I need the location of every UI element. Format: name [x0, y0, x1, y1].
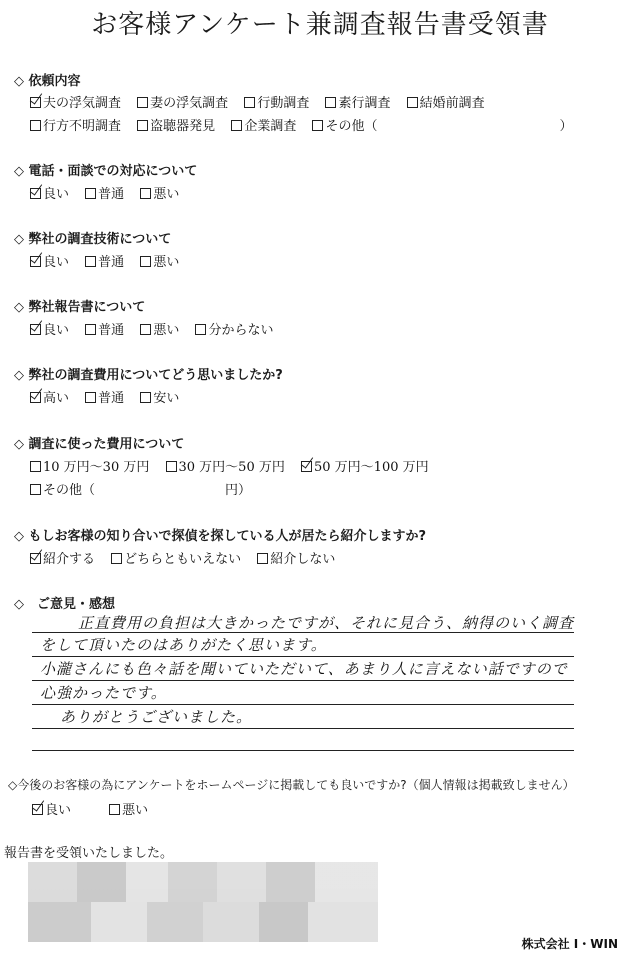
option-wife-affair[interactable]: 妻の浮気調査: [137, 92, 228, 111]
option-bad[interactable]: 悪い: [140, 251, 179, 270]
option-10-30[interactable]: 10 万円～30 万円: [30, 456, 149, 475]
question-opinion: ◇ ご意見・感想: [14, 597, 115, 612]
option-corporate[interactable]: 企業調査: [231, 115, 296, 134]
question-request-type: ◇ 依頼内容: [14, 74, 81, 89]
checkbox-icon[interactable]: [195, 324, 206, 335]
option-normal[interactable]: 普通: [85, 251, 124, 270]
question-cost-amount: ◇ 調査に使った費用について: [14, 437, 185, 452]
handwritten-line-4: 心強かったです。: [40, 684, 167, 702]
checkbox-icon[interactable]: [30, 461, 41, 472]
checkbox-icon[interactable]: [231, 120, 242, 131]
options-row-referral: [30, 548, 347, 567]
option-missing-person[interactable]: 行方不明調査: [30, 115, 121, 134]
checkbox-icon[interactable]: [30, 324, 41, 335]
question-referral: ◇ もしお客様の知り合いで探偵を探している人が居たら紹介しますか?: [14, 529, 427, 544]
handwritten-line-5: ありがとうございました。: [60, 708, 253, 726]
checkbox-icon[interactable]: [301, 461, 312, 472]
question-phone-response: ◇ 電話・面談での対応について: [14, 164, 198, 179]
option-other[interactable]: その他（ ）: [312, 115, 572, 134]
checkbox-icon[interactable]: [244, 97, 255, 108]
option-30-50[interactable]: 30 万円～50 万円: [166, 456, 285, 475]
option-publish-no[interactable]: 悪い: [109, 799, 148, 818]
form-title: お客様アンケート兼調査報告書受領書: [91, 10, 549, 40]
options-row-request-2: [30, 115, 584, 134]
option-unknown[interactable]: 分からない: [195, 319, 273, 338]
options-row-cost-opinion: [30, 387, 191, 406]
option-conduct[interactable]: 素行調査: [325, 92, 390, 111]
option-good[interactable]: 良い: [30, 319, 69, 338]
checkbox-icon[interactable]: [407, 97, 418, 108]
checkbox-icon[interactable]: [30, 553, 41, 564]
checkbox-icon[interactable]: [32, 804, 43, 815]
checkbox-icon[interactable]: [140, 392, 151, 403]
option-not-refer[interactable]: 紹介しない: [257, 548, 335, 567]
option-bug-detection[interactable]: 盗聴器発見: [137, 115, 215, 134]
writing-rule: [32, 656, 574, 657]
checkbox-icon[interactable]: [85, 188, 96, 199]
options-row-phone: [30, 183, 191, 202]
options-row-request-1: [30, 92, 497, 111]
question-cost-opinion: ◇ 弊社の調査費用についてどう思いましたか?: [14, 368, 283, 383]
option-husband-affair[interactable]: 夫の浮気調査: [30, 92, 121, 111]
option-cost-other[interactable]: その他（ 円）: [30, 479, 251, 498]
option-premarital[interactable]: 結婚前調査: [407, 92, 485, 111]
option-behavior[interactable]: 行動調査: [244, 92, 309, 111]
company-name: 株式会社 I・WIN: [521, 937, 618, 951]
options-row-cost-amount-1: [30, 456, 441, 475]
checkbox-icon[interactable]: [30, 120, 41, 131]
checkbox-icon[interactable]: [166, 461, 177, 472]
checkbox-icon[interactable]: [140, 324, 151, 335]
option-normal[interactable]: 普通: [85, 387, 124, 406]
options-row-technique: [30, 251, 191, 270]
option-good[interactable]: 良い: [30, 251, 69, 270]
checkbox-icon[interactable]: [140, 188, 151, 199]
received-statement: 報告書を受領いたしました。: [4, 846, 174, 861]
option-high[interactable]: 高い: [30, 387, 69, 406]
handwritten-line-1: 正直費用の負担は大きかったですが、それに見合う、納得のいく調査: [78, 614, 575, 632]
writing-rule: [32, 704, 574, 705]
option-cheap[interactable]: 安い: [140, 387, 179, 406]
handwritten-line-2: をして頂いたのはありがたく思います。: [40, 636, 327, 654]
checkbox-icon[interactable]: [30, 97, 41, 108]
option-50-100[interactable]: 50 万円～100 万円: [301, 456, 429, 475]
checkbox-icon[interactable]: [111, 553, 122, 564]
option-publish-yes[interactable]: 良い: [32, 799, 71, 818]
checkbox-icon[interactable]: [137, 120, 148, 131]
question-technique: ◇ 弊社の調査技術について: [14, 232, 172, 247]
checkbox-icon[interactable]: [30, 256, 41, 267]
checkbox-icon[interactable]: [85, 392, 96, 403]
checkbox-icon[interactable]: [85, 324, 96, 335]
writing-rule: [32, 728, 574, 729]
checkbox-icon[interactable]: [109, 804, 120, 815]
checkbox-icon[interactable]: [30, 392, 41, 403]
checkbox-icon[interactable]: [325, 97, 336, 108]
option-normal[interactable]: 普通: [85, 319, 124, 338]
writing-rule: [32, 680, 574, 681]
option-good[interactable]: 良い: [30, 183, 69, 202]
option-refer[interactable]: 紹介する: [30, 548, 95, 567]
checkbox-icon[interactable]: [140, 256, 151, 267]
writing-rule: [32, 750, 574, 751]
redacted-signature: [28, 862, 378, 942]
question-publish: ◇今後のお客様の為にアンケートをホームページに掲載しても良いですか?（個人情報は掲載致しません）: [8, 778, 575, 792]
checkbox-icon[interactable]: [30, 484, 41, 495]
checkbox-icon[interactable]: [312, 120, 323, 131]
options-row-publish: [32, 799, 160, 818]
checkbox-icon[interactable]: [137, 97, 148, 108]
option-normal[interactable]: 普通: [85, 183, 124, 202]
writing-rule: [32, 632, 574, 633]
options-row-cost-amount-2: [30, 479, 263, 498]
options-row-report: [30, 319, 285, 338]
checkbox-icon[interactable]: [257, 553, 268, 564]
handwritten-line-3: 小瀧さんにも色々話を聞いていただいて、あまり人に言えない話ですので: [40, 660, 568, 678]
checkbox-icon[interactable]: [85, 256, 96, 267]
option-bad[interactable]: 悪い: [140, 319, 179, 338]
question-report: ◇ 弊社報告書について: [14, 300, 146, 315]
option-bad[interactable]: 悪い: [140, 183, 179, 202]
option-neutral[interactable]: どちらともいえない: [111, 548, 241, 567]
checkbox-icon[interactable]: [30, 188, 41, 199]
